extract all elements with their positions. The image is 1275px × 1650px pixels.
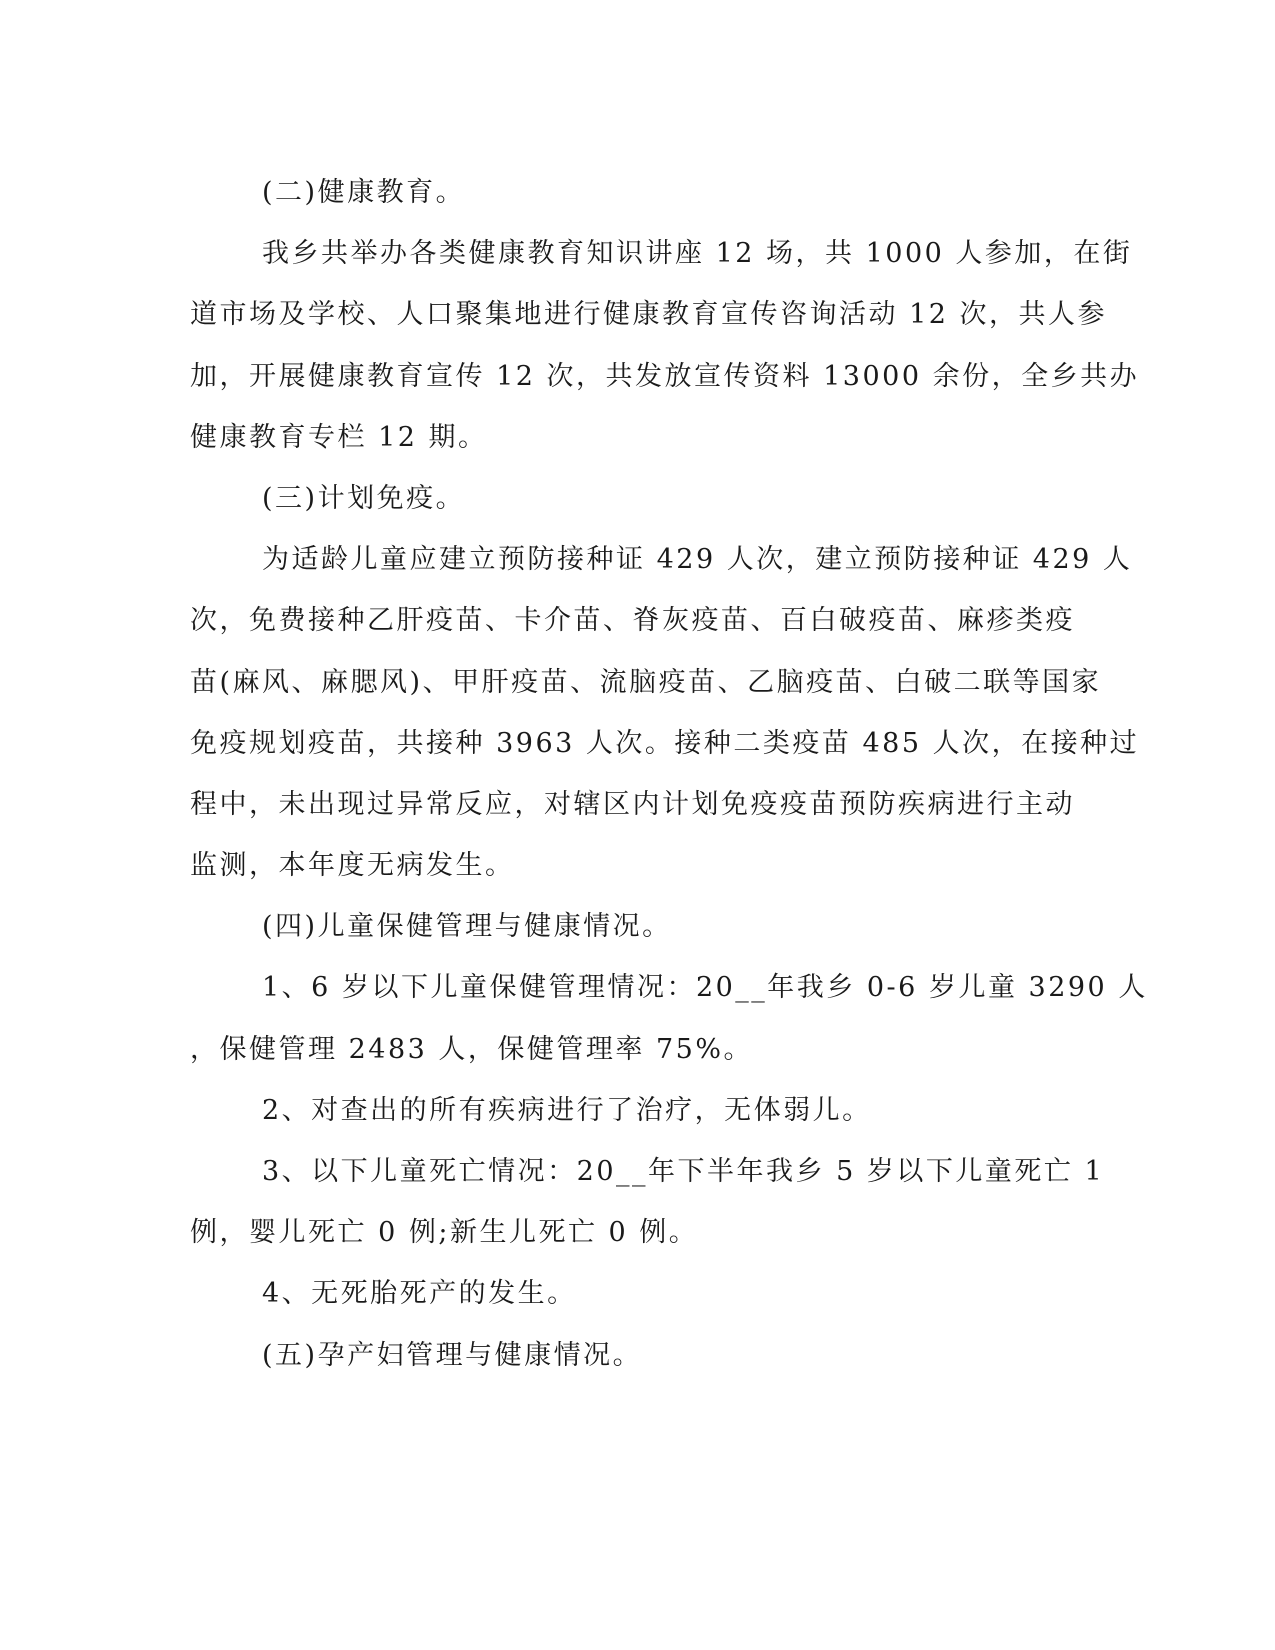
section-heading-immunization: (三)计划免疫。: [262, 482, 466, 514]
paragraph-line: 次，免费接种乙肝疫苗、卡介苗、脊灰疫苗、百白破疫苗、麻疹类疫: [190, 605, 1075, 637]
paragraph-line: 道市场及学校、人口聚集地进行健康教育宣传咨询活动 12 次，共人参: [190, 299, 1108, 331]
list-item: 3、以下儿童死亡情况：20__年下半年我乡 5 岁以下儿童死亡 1: [262, 1156, 1105, 1187]
section-heading-child-health: (四)儿童保健管理与健康情况。: [262, 911, 672, 943]
paragraph-line: 我乡共举办各类健康教育知识讲座 12 场，共 1000 人参加，在街: [262, 238, 1133, 270]
list-item-continuation: 例，婴儿死亡 0 例;新生儿死亡 0 例。: [190, 1217, 699, 1249]
paragraph-line: 健康教育专栏 12 期。: [190, 421, 488, 453]
section-heading-health-education: (二)健康教育。: [262, 177, 466, 208]
paragraph-line: 免疫规划疫苗，共接种 3963 人次。接种二类疫苗 485 人次，在接种过: [190, 727, 1140, 759]
paragraph-line: 苗(麻风、麻腮风)、甲肝疫苗、流脑疫苗、乙脑疫苗、白破二联等国家: [190, 666, 1102, 698]
section-heading-maternal-health: (五)孕产妇管理与健康情况。: [262, 1339, 643, 1371]
document-body: [190, 162, 1148, 1386]
paragraph-line: 监测，本年度无病发生。: [190, 850, 515, 882]
list-item-continuation: ，保健管理 2483 人，保健管理率 75%。: [190, 1033, 753, 1065]
paragraph-line: 为适龄儿童应建立预防接种证 429 人次，建立预防接种证 429 人: [262, 544, 1133, 576]
list-item: 4、无死胎死产的发生。: [262, 1278, 577, 1310]
list-item: 1、6 岁以下儿童保健管理情况：20__年我乡 0-6 岁儿童 3290 人: [262, 972, 1148, 1004]
paragraph-line: 程中，未出现过异常反应，对辖区内计划免疫疫苗预防疾病进行主动: [190, 788, 1075, 820]
paragraph-line: 加，开展健康教育宣传 12 次，共发放宣传资料 13000 余份，全乡共办: [190, 360, 1140, 392]
list-item: 2、对查出的所有疾病进行了治疗，无体弱儿。: [262, 1094, 872, 1126]
